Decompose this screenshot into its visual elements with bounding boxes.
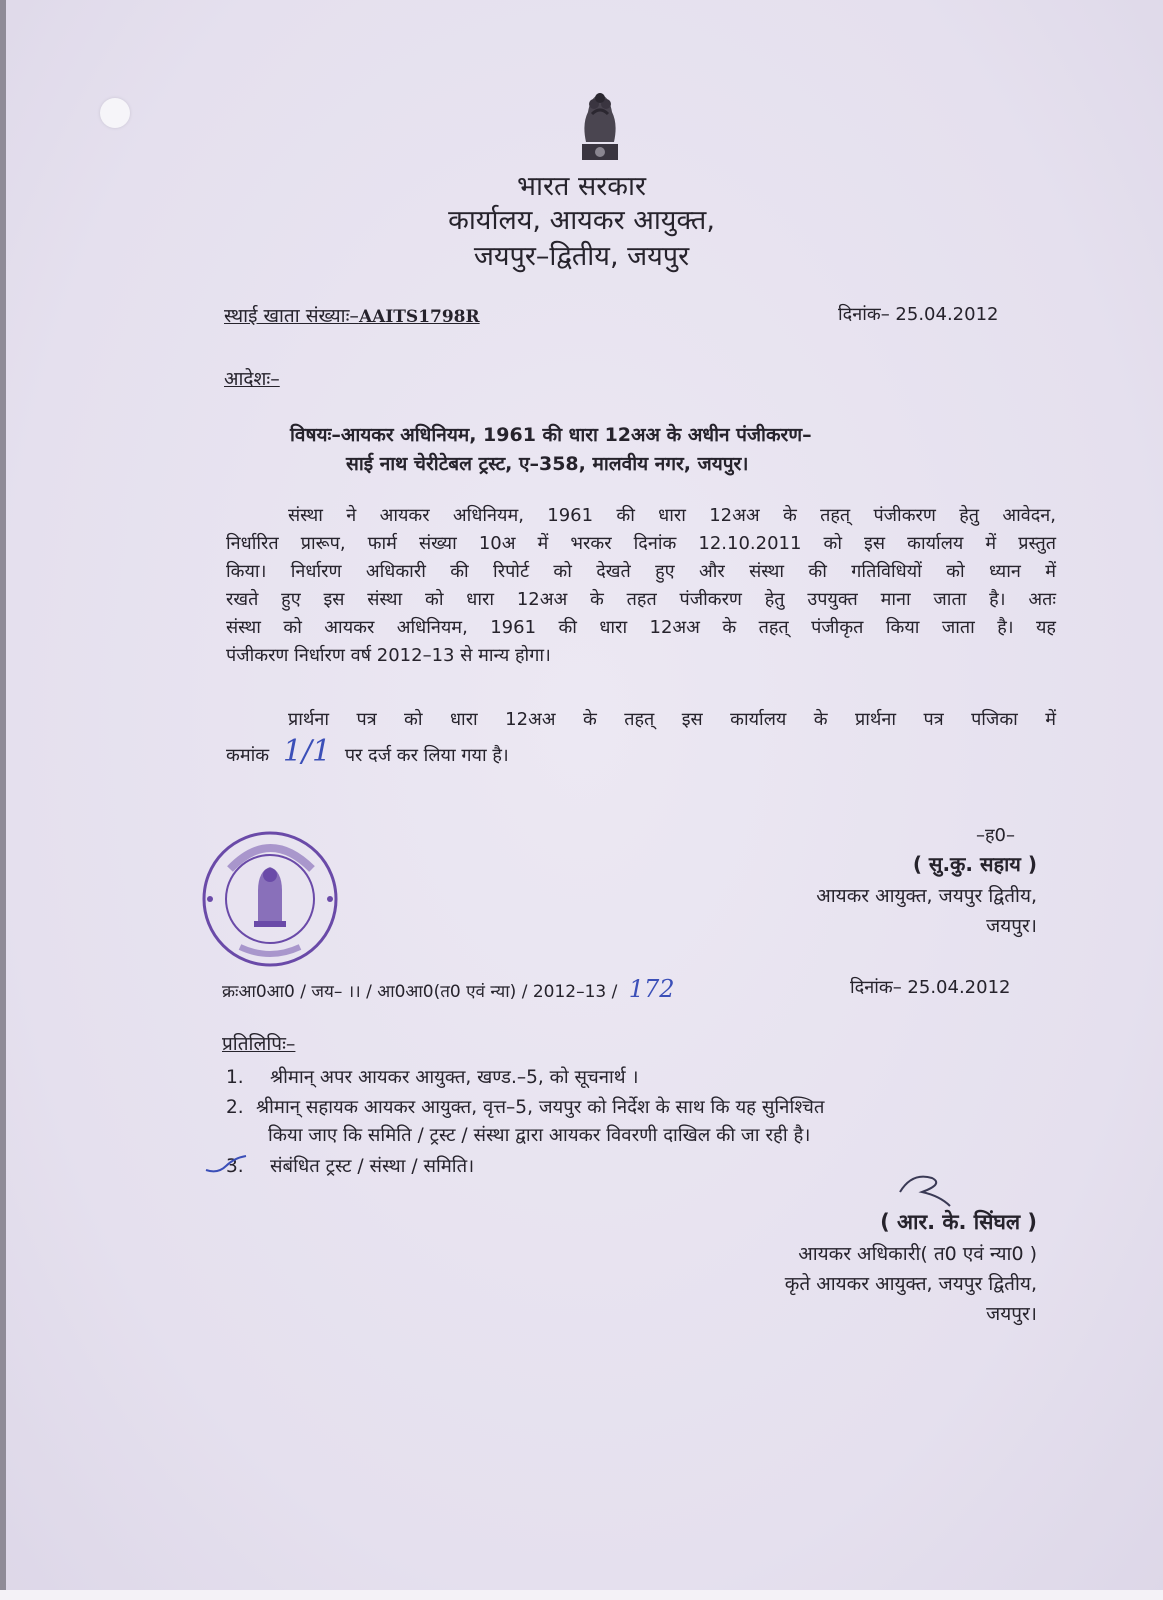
account-number: AAITS1798R bbox=[358, 307, 480, 327]
item-number: 1. bbox=[226, 1067, 244, 1088]
order-paragraph-2 bbox=[226, 706, 1056, 734]
paragraph-line: संस्था ने आयकर अधिनियम, 1961 की धारा 12अअ के तहत् पंजीकरण हेतु आवेदन, bbox=[288, 505, 1056, 526]
signatory-2-city: जयपुर। bbox=[986, 1303, 1037, 1325]
signature-scribble-icon bbox=[892, 1170, 962, 1210]
signatory-2-on-behalf: कृते आयकर आयुक्त, जयपुर द्वितीय, bbox=[784, 1273, 1037, 1295]
register-prefix: कमांक bbox=[226, 745, 270, 766]
signatory-1-city: जयपुर। bbox=[986, 915, 1037, 937]
signatory-2-name: ( आर. के. सिंघल ) bbox=[880, 1210, 1037, 1234]
copy-item-3 bbox=[226, 1153, 474, 1178]
paragraph-line: रखते हुए इस संस्था को धारा 12अअ के तहत पंजीकरण हेतु उपयुक्त माना जाता है। अतः bbox=[226, 589, 1056, 610]
register-entry-line bbox=[226, 734, 509, 769]
account-number-line bbox=[224, 302, 480, 328]
header-line-2: कार्यालय, आयकर आयुक्त, bbox=[448, 205, 715, 236]
copy-label: प्रतिलिपिः– bbox=[222, 1033, 296, 1055]
paragraph-line: पंजीकरण निर्धारण वर्ष 2012–13 से मान्य होगा। bbox=[226, 645, 551, 666]
handwritten-register-number: 1/1 bbox=[282, 734, 332, 769]
order-paragraph-1 bbox=[226, 502, 1056, 670]
copy-item-2-continued: किया जाए कि समिति / ट्रस्ट / संस्था द्वारा आयकर विवरणी दाखिल की जा रही है। bbox=[268, 1125, 811, 1146]
order-date: दिनांक– 25.04.2012 bbox=[838, 304, 999, 325]
header-line-3: जयपुर–द्वितीय, जयपुर bbox=[473, 241, 690, 272]
item-text: श्रीमान् अपर आयकर आयुक्त, खण्ड.–5, को सूचनार्थ । bbox=[270, 1067, 639, 1088]
paragraph-line: प्रार्थना पत्र को धारा 12अअ के तहत् इस कार्यालय के प्रार्थना पत्र पजिका में bbox=[288, 709, 1056, 730]
register-suffix: पर दर्ज कर लिया गया है। bbox=[344, 745, 509, 766]
paragraph-line: निर्धारित प्रारूप, फार्म संख्या 10अ में भरकर दिनांक 12.10.2011 को इस कार्यालय में प्रस्तुत bbox=[226, 533, 1056, 554]
copy-item-1 bbox=[226, 1064, 639, 1089]
signatory-2-designation: आयकर अधिकारी( त0 एवं न्या0 ) bbox=[798, 1243, 1037, 1265]
handwritten-dispatch-no: 172 bbox=[628, 975, 675, 1003]
signatory-1-designation: आयकर आयुक्त, जयपुर द्वितीय, bbox=[816, 885, 1037, 907]
copy-item-2 bbox=[226, 1094, 824, 1119]
office-seal-icon bbox=[200, 829, 340, 969]
item-text: श्रीमान् सहायक आयकर आयुक्त, वृत्त–5, जयपुर को निर्देश के साथ कि यह सुनिश्चित bbox=[256, 1097, 825, 1118]
national-emblem-icon bbox=[568, 84, 632, 164]
punch-hole bbox=[100, 98, 130, 128]
dispatch-date: दिनांक– 25.04.2012 bbox=[850, 977, 1011, 998]
dispatch-number-text: क्रःआ0आ0 / जय– ।। / आ0आ0(त0 एवं न्या) / 2012–13 / bbox=[222, 982, 618, 1002]
order-label: आदेशः– bbox=[224, 368, 280, 390]
subject-line-1: विषयः–आयकर अधिनियम, 1961 की धारा 12अअ के अधीन पंजीकरण– bbox=[290, 424, 812, 446]
paragraph-line: संस्था को आयकर अधिनियम, 1961 की धारा 12अअ के तहत् पंजीकृत किया जाता है। यह bbox=[226, 617, 1056, 638]
signed-mark: –ह0– bbox=[975, 825, 1015, 846]
subject-line-2: साई नाथ चेरीटेबल ट्रस्ट, ए–358, मालवीय नगर, जयपुर। bbox=[346, 453, 749, 475]
scan-edge-bottom bbox=[0, 1590, 1163, 1600]
item-number: 2. bbox=[226, 1097, 244, 1118]
item-number: 3. bbox=[226, 1156, 244, 1177]
paragraph-line: किया। निर्धारण अधिकारी की रिपोर्ट को देखते हुए और संस्था की गतिविधियों को ध्यान में bbox=[226, 561, 1056, 582]
dispatch-number bbox=[222, 975, 675, 1003]
tick-mark-icon bbox=[204, 1152, 250, 1176]
item-text: संबंधित ट्रस्ट / संस्था / समिति। bbox=[270, 1156, 475, 1177]
signatory-1-name: ( सु.कु. सहाय ) bbox=[912, 852, 1037, 876]
header-line-1: भारत सरकार bbox=[516, 171, 647, 202]
account-label: स्थाई खाता संख्याः– bbox=[224, 305, 359, 327]
